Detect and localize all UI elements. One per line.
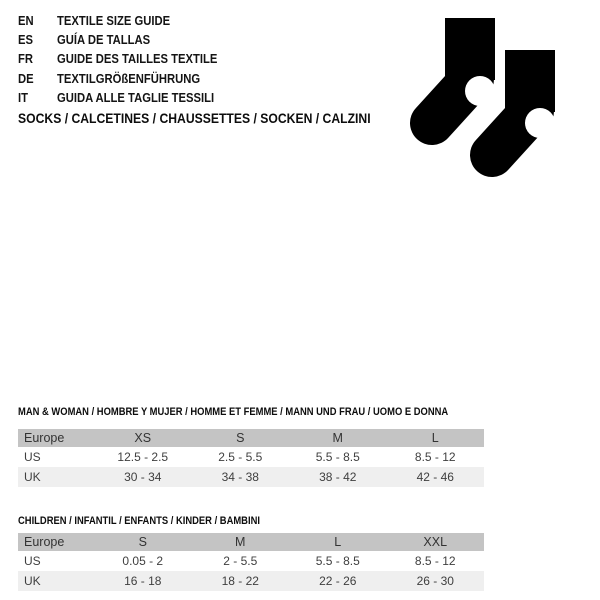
language-label: TEXTILE SIZE GUIDE <box>57 13 171 28</box>
region-label-cell: US <box>24 450 41 464</box>
table-header-row <box>18 533 484 551</box>
region-label-cell: US <box>24 554 41 568</box>
table-title-man-woman-text: MAN & WOMAN / HOMBRE Y MUJER / HOMME ET FEMME / MANN UND FRAU / UOMO E DONNA <box>18 406 449 418</box>
size-column-header: L <box>387 429 485 447</box>
size-value-cell: 8.5 - 12 <box>414 450 456 464</box>
table-header-row <box>18 429 484 447</box>
size-table-children <box>18 533 484 591</box>
size-value-cell: 5.5 - 8.5 <box>315 554 360 568</box>
size-table-row <box>18 467 484 487</box>
size-value-cell: 22 - 26 <box>319 574 357 588</box>
size-value-cell: 2 - 5.5 <box>223 554 258 568</box>
size-table-row <box>18 551 484 571</box>
size-value-cell: 16 - 18 <box>124 574 162 588</box>
size-value-cell: 0.05 - 2 <box>122 554 164 568</box>
language-label: GUIDA ALLE TAGLIE TESSILI <box>57 90 215 105</box>
language-row <box>18 50 235 69</box>
language-label: GUÍA DE TALLAS <box>57 32 151 47</box>
language-row <box>18 69 235 88</box>
size-value-cell: 38 - 42 <box>319 470 357 484</box>
size-column-header: Europe <box>18 429 94 447</box>
size-column-header: XXL <box>387 533 485 551</box>
language-code: IT <box>18 90 28 105</box>
table-title-children <box>18 514 296 528</box>
language-code: FR <box>18 52 34 67</box>
language-label: GUIDE DES TAILLES TEXTILE <box>57 52 218 67</box>
size-column-header: M <box>192 533 290 551</box>
language-list <box>18 11 235 107</box>
language-row <box>18 88 235 107</box>
size-value-cell: 34 - 38 <box>221 470 259 484</box>
size-value-cell: 8.5 - 12 <box>414 554 456 568</box>
language-code: ES <box>18 32 34 47</box>
size-value-cell: 18 - 22 <box>221 574 259 588</box>
table-title-man-woman <box>18 405 512 419</box>
size-column-header: S <box>94 533 192 551</box>
language-row <box>18 11 235 30</box>
size-column-header: L <box>289 533 387 551</box>
language-row <box>18 30 235 49</box>
category-title-text: SOCKS / CALCETINES / CHAUSSETTES / SOCKEN / CALZINI <box>18 110 371 126</box>
size-value-cell: 42 - 46 <box>416 470 454 484</box>
region-label-cell: UK <box>24 574 41 588</box>
size-column-header: M <box>289 429 387 447</box>
category-title <box>18 110 423 126</box>
size-column-header: Europe <box>18 533 94 551</box>
size-value-cell: 5.5 - 8.5 <box>315 450 360 464</box>
size-value-cell: 12.5 - 2.5 <box>117 450 169 464</box>
size-value-cell: 26 - 30 <box>416 574 454 588</box>
socks-icon <box>410 15 560 195</box>
table-title-children-text: CHILDREN / INFANTIL / ENFANTS / KINDER / BAMBINI <box>18 515 260 527</box>
size-table-row <box>18 571 484 591</box>
size-value-cell: 2.5 - 5.5 <box>218 450 263 464</box>
language-code: EN <box>18 13 34 28</box>
size-table-row <box>18 447 484 467</box>
language-code: DE <box>18 71 34 86</box>
size-value-cell: 30 - 34 <box>124 470 162 484</box>
size-column-header: XS <box>94 429 192 447</box>
language-label: TEXTILGRÖßENFÜHRUNG <box>57 71 201 86</box>
region-label-cell: UK <box>24 470 41 484</box>
size-table-man-woman <box>18 429 484 487</box>
size-column-header: S <box>192 429 290 447</box>
